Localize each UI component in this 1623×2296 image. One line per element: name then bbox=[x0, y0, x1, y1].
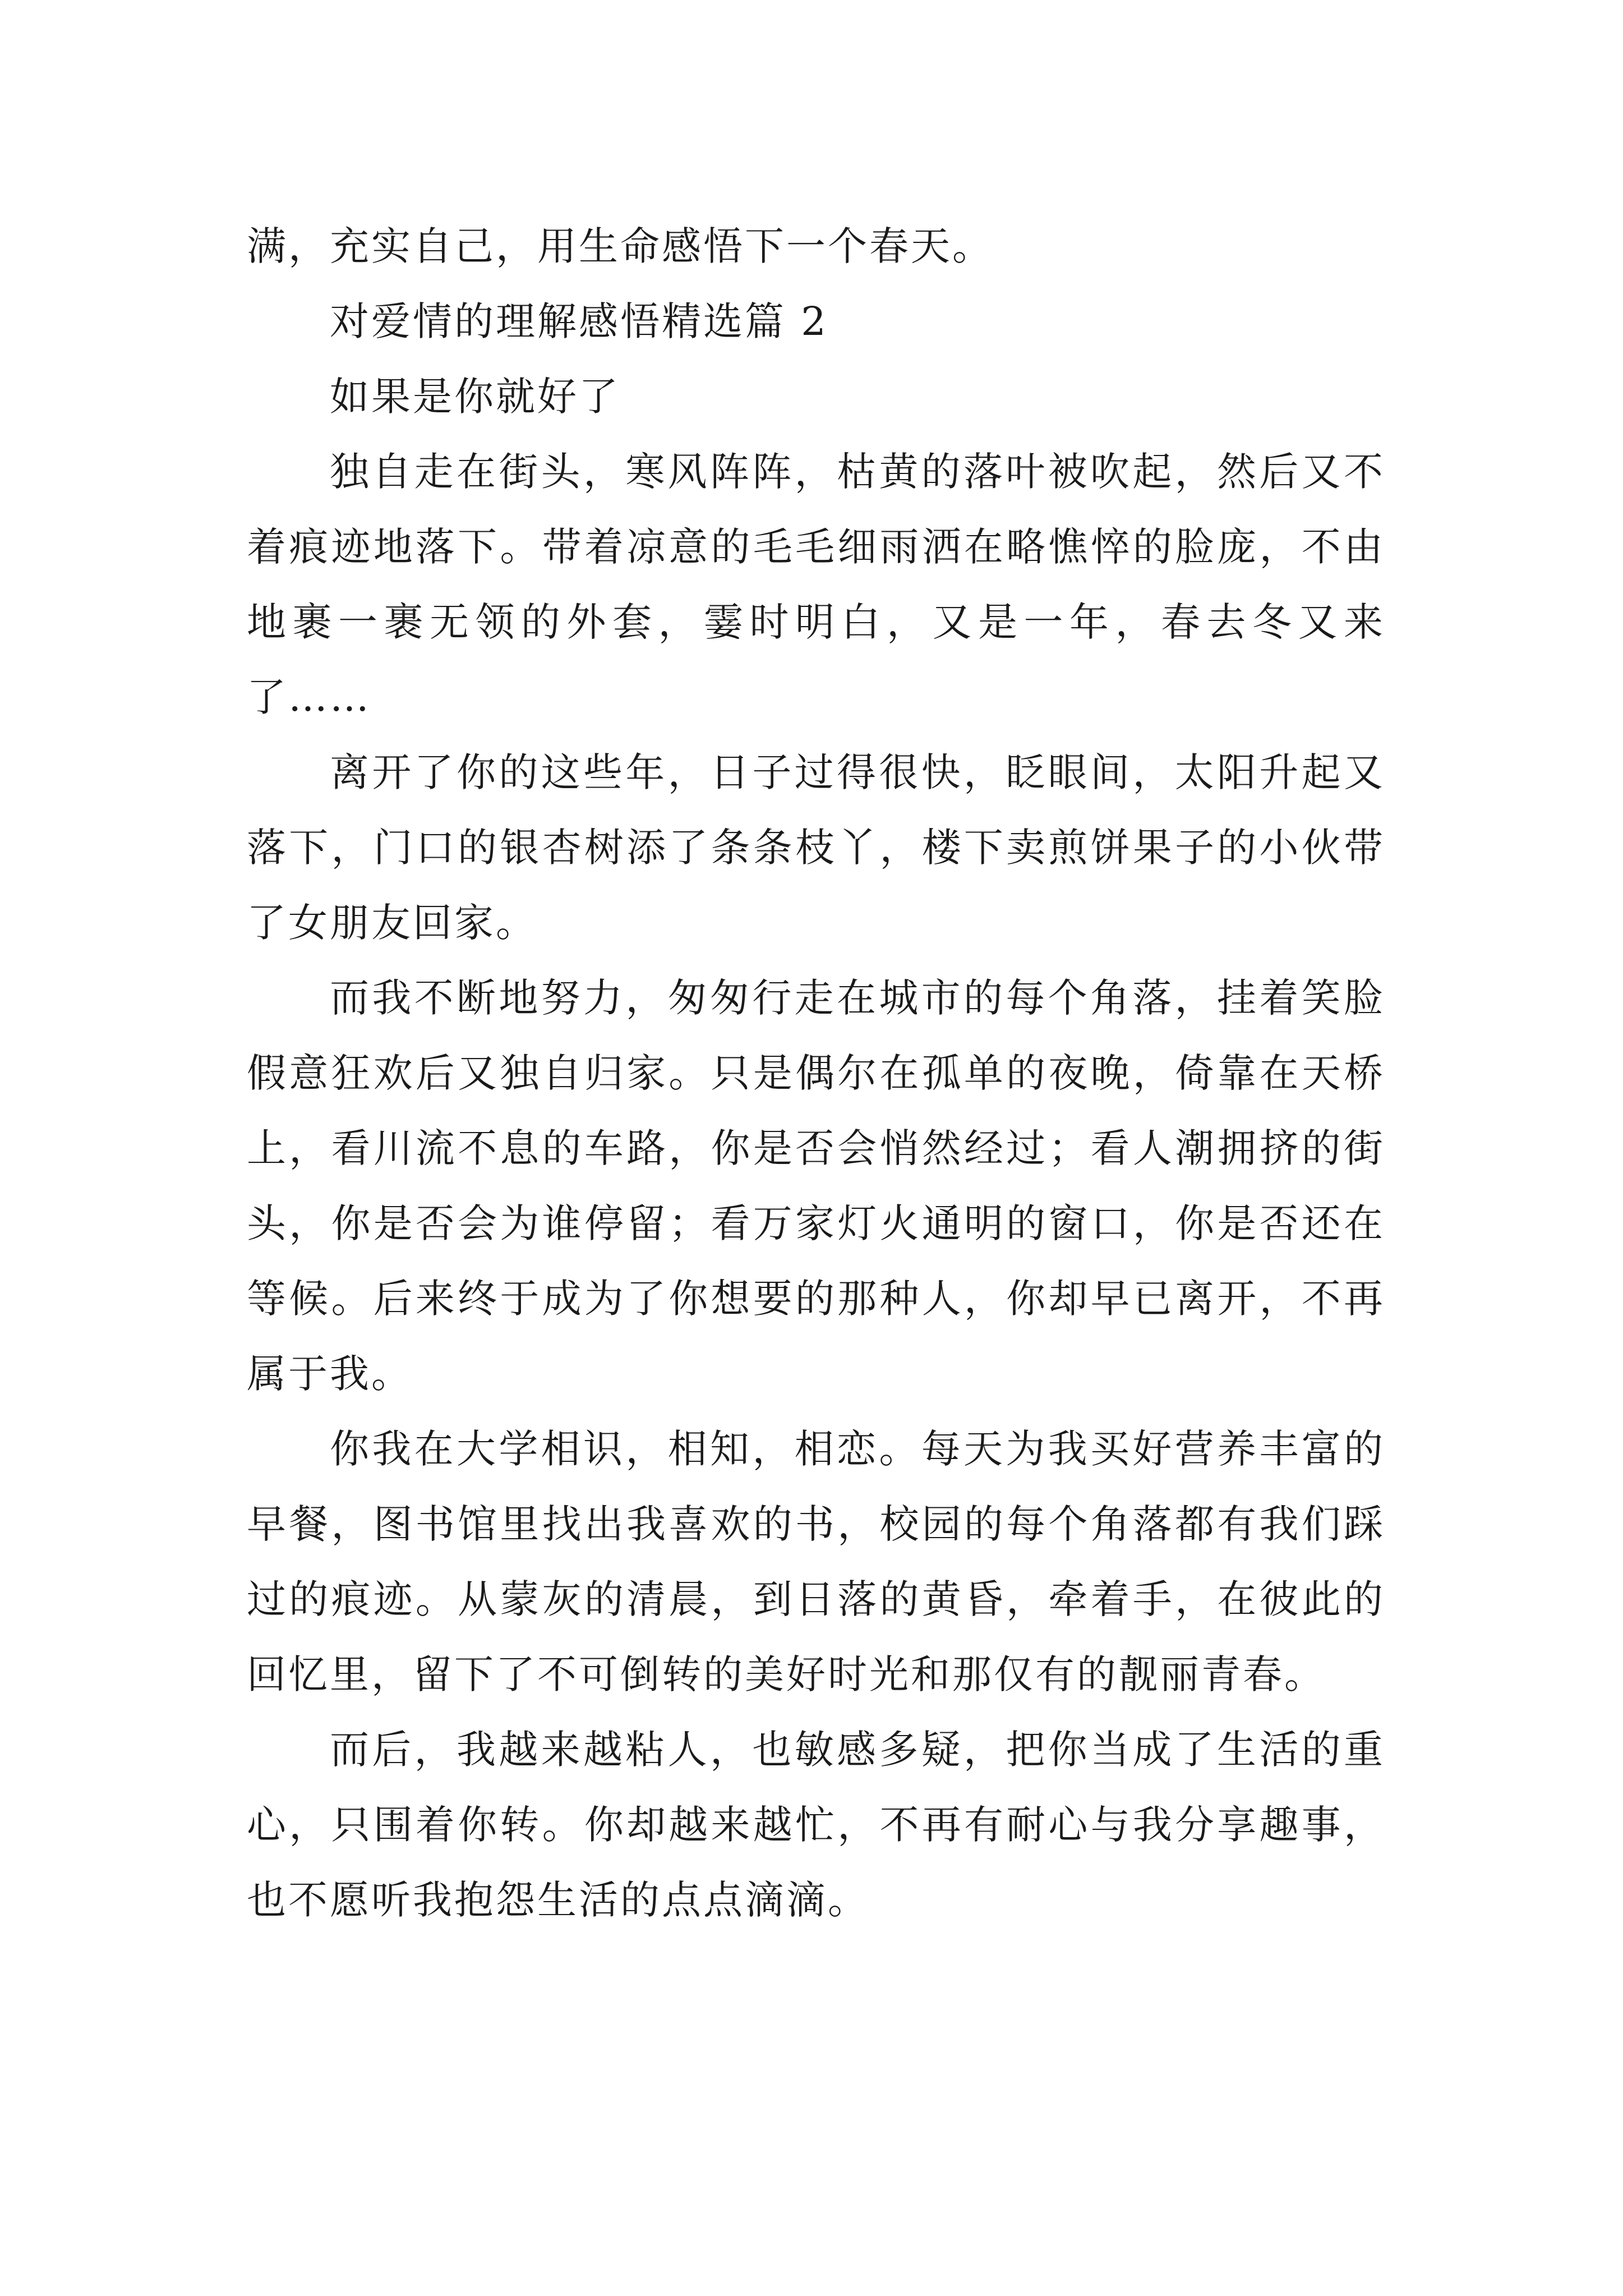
paragraph: 而后，我越来越粘人，也敏感多疑，把你当成了生活的重心，只围着你转。你却越来越忙，不再有耐心与我分享趣事，也不愿听我抱怨生活的点点滴滴。 bbox=[247, 1727, 1385, 1923]
section-heading: 对爱情的理解感悟精选篇 2 bbox=[330, 298, 828, 344]
paragraph: 离开了你的这些年，日子过得很快，眨眼间，太阳升起又落下，门口的银杏树添了条条枝丫，楼下卖煎饼果子的小伙带了女朋友回家。 bbox=[247, 749, 1385, 946]
paragraph-continuation: 满，充实自己，用生命感悟下一个春天。 bbox=[247, 223, 994, 269]
paragraph: 独自走在街头，寒风阵阵，枯黄的落叶被吹起，然后又不着痕迹地落下。带着凉意的毛毛细雨洒在略憔悴的脸庞，不由地裹一裹无领的外套，霎时明白，又是一年，春去冬又来了…… bbox=[247, 449, 1385, 720]
paragraph: 而我不断地努力，匆匆行走在城市的每个角落，挂着笑脸假意狂欢后又独自归家。只是偶尔在孤单的夜晚，倚靠在天桥上，看川流不息的车路，你是否会悄然经过；看人潮拥挤的街头，你是否会为谁停留；看万家灯火通明的窗口，你是否还在等候。后来终于成为了你想要的那种人，你却早已离开，不再属于我。 bbox=[247, 975, 1385, 1397]
document-body bbox=[247, 209, 1385, 1938]
article-title: 如果是你就好了 bbox=[330, 374, 620, 420]
paragraph: 你我在大学相识，相知，相恋。每天为我买好营养丰富的早餐，图书馆里找出我喜欢的书，校园的每个角落都有我们踩过的痕迹。从蒙灰的清晨，到日落的黄昏，牵着手，在彼此的回忆里，留下了不可倒转的美好时光和那仅有的靓丽青春。 bbox=[247, 1426, 1385, 1697]
